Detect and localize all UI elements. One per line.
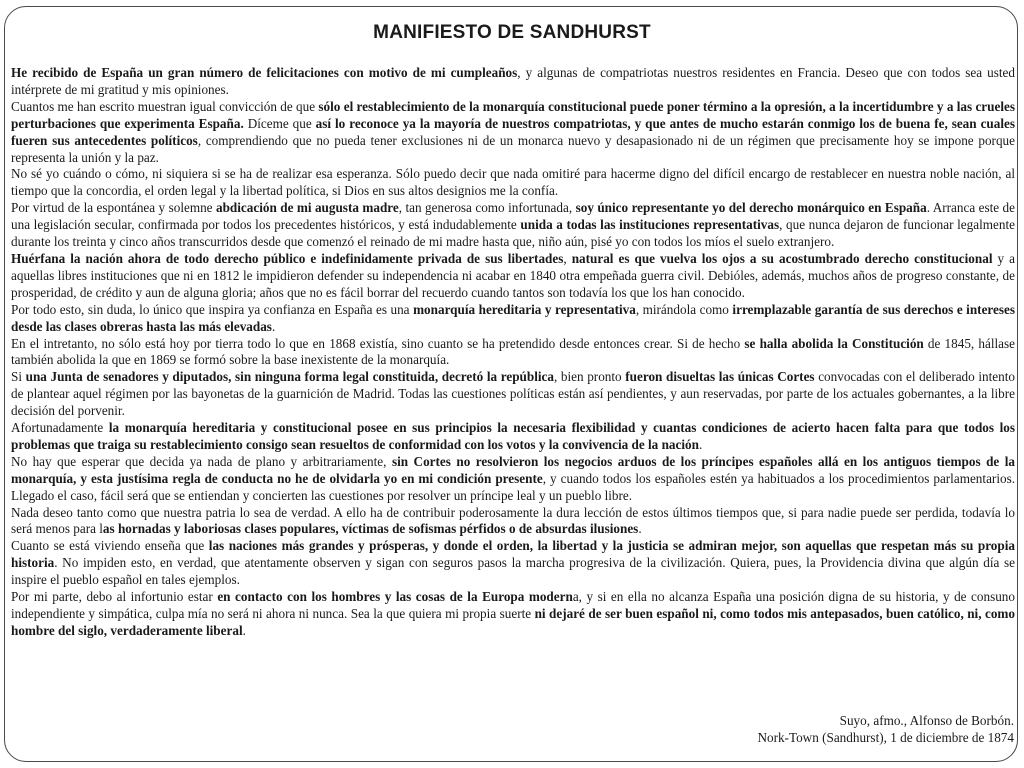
text-segment: Por virtud de la espontánea y solemne xyxy=(11,200,216,216)
bold-text-segment: irremplazable garantía de sus derechos e intereses desde las clases obreras hasta las más elevadas xyxy=(11,301,1016,334)
text-segment: Cuantos me han escrito muestran igual convicción de que xyxy=(11,98,319,114)
text-segment: . No impiden esto, en verdad, que atentamente observen y sigan con seguros pasos la marcha progresiva de la civilización. Quiera, pues, la Providencia divina que algún día se inspire el pueblo español en tales ejemplos. xyxy=(11,555,1015,588)
signature-block xyxy=(757,712,1014,746)
paragraph xyxy=(11,538,1015,589)
text-segment: Díceme que xyxy=(243,115,316,131)
paragraph xyxy=(11,336,1015,370)
text-segment: , y cuando todos los españoles estén ya habituados a los procedimientos parlamentarios. Llegado el caso, fácil será que se entiendan y concierten las cuestiones por resolver un príncipe leal y un pueblo libre. xyxy=(11,470,1015,503)
bold-text-segment: unida a todas las instituciones representativas xyxy=(520,217,780,233)
paragraph xyxy=(11,589,1015,640)
paragraph xyxy=(11,200,1015,251)
bold-text-segment: sólo el restablecimiento de la monarquía constitucional puede poner término a la opresión, a la incertidumbre y a las crueles perturbaciones que experimenta España. xyxy=(11,98,1015,131)
bold-text-segment: natural es que vuelva los ojos a su acostumbrado derecho constitucional xyxy=(571,250,993,266)
paragraph xyxy=(11,302,1015,336)
text-segment: y a aquellas libres instituciones que ni en 1812 le impidieron defender su independencia ni acabar en 1840 otra empeñada guerra civil. Debióles, además, muchos años de progreso constante, de prosperidad, de crédito y aun de alguna gloria; años que no es fácil borrar del recuerdo cuando tantos son todavía los que los han conocido. xyxy=(11,250,1015,300)
place-date-line: Nork-Town (Sandhurst), 1 de diciembre de 1874 xyxy=(757,730,1014,745)
text-segment: convocadas con el deliberado intento de plantear aquel régimen por las bayonetas de la guarnición de Madrid. Todas las cuestiones políticas están así pendientes, y aun reservadas, por parte de los actuales gobernantes, a la libre decisión del porvenir. xyxy=(11,369,1015,419)
text-segment: , y algunas de compatriotas nuestros residentes en Francia. Deseo que con todos sea usted intérprete de mi gratitud y mis opiniones. xyxy=(11,65,1015,97)
text-segment: . xyxy=(698,436,703,452)
text-segment: a, y si en ella no alcanza España una posición digna de su historia, y de consuno independiente y simpática, culpa mía no será ni ahora ni nunca. Sea la que quiera mi propia suerte xyxy=(11,589,1015,621)
text-segment: , mirándola como xyxy=(635,301,733,317)
bold-text-segment: monarquía hereditaria y representativa xyxy=(413,301,636,317)
bold-text-segment: soy único representante yo del derecho monárquico en España xyxy=(575,200,927,216)
bold-text-segment: ni dejaré de ser buen español ni, como todos mis antepasados, buen católico, ni, como hombre del siglo, verdaderamente liberal xyxy=(11,606,1015,638)
text-segment: , que nunca dejaron de funcionar legalmente durante los treinta y cinco años transcurridos desde que comenzó el reinado de mi madre hasta que, niño aún, pisé yo con todos los míos el suelo extranjero. xyxy=(11,217,1015,250)
bold-text-segment: Huérfana la nación ahora de todo derecho público e indefinidamente privada de sus libertades xyxy=(11,250,564,266)
signature-line: Suyo, afmo., Alfonso de Borbón. xyxy=(839,713,1014,728)
text-segment: No hay que esperar que decida ya nada de plano y arbitrariamente, xyxy=(11,453,392,469)
text-segment: Por mi parte, debo al infortunio estar xyxy=(11,589,218,605)
paragraph xyxy=(11,505,1015,539)
paragraph xyxy=(11,454,1015,505)
paragraph xyxy=(11,65,1015,99)
page-title: MANIFIESTO DE SANDHURST xyxy=(373,22,651,43)
paragraph xyxy=(11,166,1015,200)
paragraph xyxy=(11,251,1015,302)
text-segment: de 1845, hállase también abolida la que en 1869 se formó sobre la base inexistente de la monarquía. xyxy=(11,335,1015,368)
text-segment: Por todo esto, sin duda, lo único que inspira ya confianza en España es una xyxy=(11,301,414,317)
text-segment: , xyxy=(563,250,572,266)
bold-text-segment: He recibido de España un gran número de felicitaciones con motivo de mi cumpleaños xyxy=(11,65,518,80)
text-segment: Cuanto se está viviendo enseña que xyxy=(11,538,209,554)
bold-text-segment: fueron disueltas las únicas Cortes xyxy=(625,369,815,385)
text-segment: En el intretanto, no sólo está hoy por tierra todo lo que en 1868 existía, sino cuanto se ha pretendido desde entonces crear. Si de hecho xyxy=(11,335,745,351)
paragraph xyxy=(11,420,1015,454)
paragraph xyxy=(11,369,1015,420)
text-segment: , bien pronto xyxy=(553,369,626,385)
bold-text-segment: se halla abolida la Constitución xyxy=(744,335,924,351)
bold-text-segment: una Junta de senadores y diputados, sin ninguna forma legal constituida, decretó la república xyxy=(25,369,554,385)
text-segment: , tan generosa como infortunada, xyxy=(398,200,576,216)
text-segment: . xyxy=(638,521,642,537)
paragraph xyxy=(11,99,1015,167)
manifesto-body xyxy=(11,65,1015,640)
text-segment: Nada deseo tanto como que nuestra patria lo sea de verdad. A ello ha de contribuir poderosamente la dura lección de estos últimos tiempos que, si para nadie puede ser perdida, todavía lo será menos para l xyxy=(11,504,1015,537)
bold-text-segment: en contacto con los hombres y las cosas de la Europa modern xyxy=(217,589,573,605)
bold-text-segment: as hornadas y laboriosas clases populares, víctimas de sofismas pérfidos o de absurdas ilusiones xyxy=(102,521,639,537)
text-segment: . xyxy=(242,622,246,638)
text-segment: Si xyxy=(11,369,26,385)
text-segment: , comprendiendo que no pueda tener exclusiones ni de un monarca nuevo y desapasionado ni de un régimen que precisamente hoy se impone porque representa la unión y la paz. xyxy=(11,132,1015,165)
bold-text-segment: así lo reconoce ya la mayoría de nuestros compatriotas, y que antes de mucho estarán conmigo los de buena fe, sean cuales fueren sus antecedentes políticos xyxy=(11,115,1015,148)
text-segment: . Arranca este de una legislación secular, confirmada por todos los precedentes históricos, y está indudablemente xyxy=(11,200,1015,233)
text-segment: . xyxy=(271,318,276,334)
bold-text-segment: abdicación de mi augusta madre xyxy=(215,200,399,216)
text-segment: No sé yo cuándo o cómo, ni siquiera si se ha de realizar esa esperanza. Sólo puedo decir que nada omitiré para hacerme digno del difícil encargo de restablecer en nuestra noble nación, al tiempo que la concordia, el orden legal y la libertad política, si Dios en sus altos designios me la confía. xyxy=(11,166,1015,199)
text-segment: Afortunadamente xyxy=(11,420,109,436)
bold-text-segment: las naciones más grandes y prósperas, y donde el orden, la libertad y la justicia se admiran mejor, son aquellas que respetan más su propia historia xyxy=(11,538,1015,571)
bold-text-segment: la monarquía hereditaria y constitucional posee en sus principios la necesaria flexibilidad y cuantas condiciones de acierto hacen falta para que todos los problemas que traiga su restablecimiento consigo sean resueltos de conformidad con los votos y la convivencia de la nación xyxy=(11,420,1015,452)
bold-text-segment: sin Cortes no resolvieron los negocios arduos de los príncipes españoles allá en los antiguos tiempos de la monarquía, y esta justísima regla de conducta no he de olvidarla yo en mi condición presente xyxy=(11,453,1015,486)
